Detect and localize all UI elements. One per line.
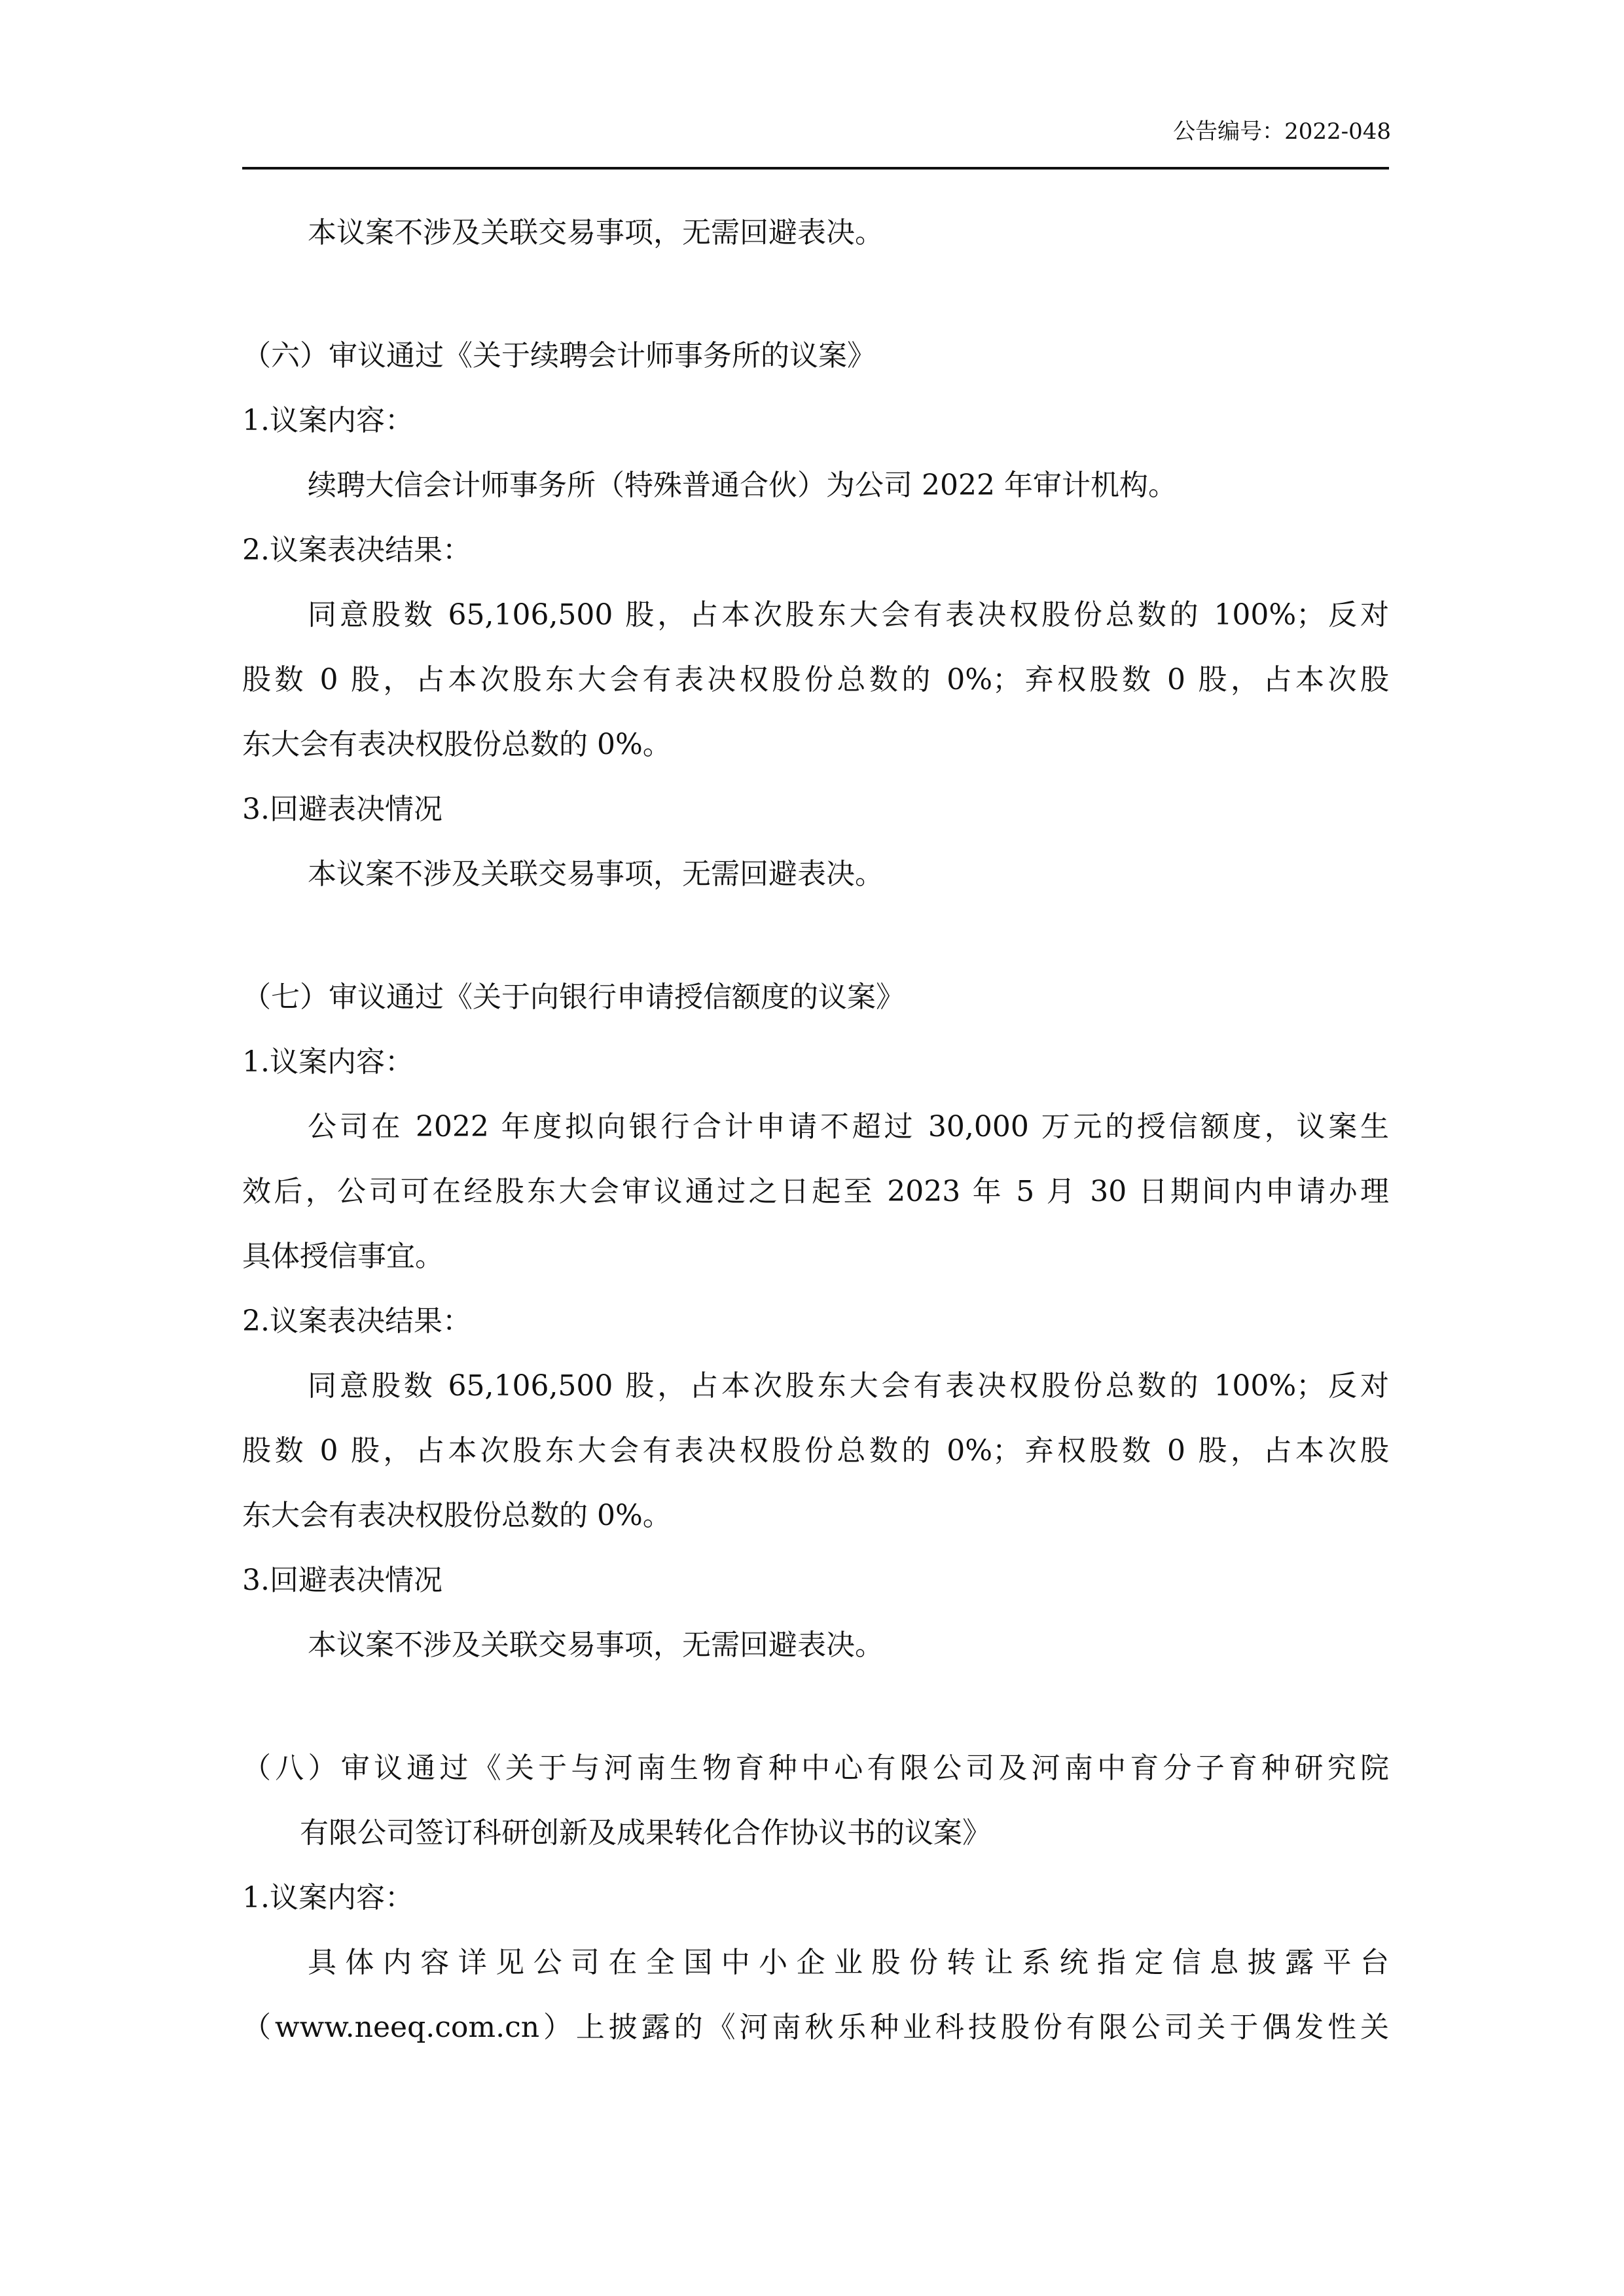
section8-content-label: 1.议案内容： (242, 1881, 414, 1914)
section6-avoid-text: 本议案不涉及关联交易事项，无需回避表决。 (308, 857, 884, 891)
section6-vote-line-1: 同意股数 65,106,500 股，占本次股东大会有表决权股份总数的 100%；反对 (308, 598, 1389, 632)
section8-title-line-1: （八）审议通过《关于与河南生物育种中心有限公司及河南中育分子育种研究院 (242, 1751, 1389, 1785)
section7-title: （七）审议通过《关于向银行申请授信额度的议案》 (242, 980, 905, 1014)
section7-vote-line-3: 东大会有表决权股份总数的 0%。 (242, 1499, 672, 1532)
section6-vote-line-3: 东大会有表决权股份总数的 0%。 (242, 728, 672, 761)
section5-avoidance-text: 本议案不涉及关联交易事项，无需回避表决。 (308, 216, 884, 249)
header-divider (242, 167, 1389, 170)
section8-title-line-2: 有限公司签订科研创新及成果转化合作协议书的议案》 (300, 1816, 991, 1850)
section6-title: （六）审议通过《关于续聘会计师事务所的议案》 (242, 339, 876, 372)
section6-vote-line-2: 股数 0 股，占本次股东大会有表决权股份总数的 0%；弃权股数 0 股，占本次股 (242, 663, 1389, 696)
section6-content-label: 1.议案内容： (242, 404, 414, 437)
section8-content-line-1: 具体内容详见公司在全国中小企业股份转让系统指定信息披露平台 (308, 1946, 1389, 1979)
section7-vote-line-1: 同意股数 65,106,500 股，占本次股东大会有表决权股份总数的 100%；反对 (308, 1369, 1389, 1403)
header-notice-number: 公告编号：2022-048 (1173, 118, 1391, 145)
section6-vote-label: 2.议案表决结果： (242, 533, 471, 567)
section8-content-line-2: （www.neeq.com.cn）上披露的《河南秋乐种业科技股份有限公司关于偶发性关 (242, 2011, 1389, 2044)
section7-avoid-label: 3.回避表决情况 (242, 1564, 442, 1597)
section7-avoid-text: 本议案不涉及关联交易事项，无需回避表决。 (308, 1628, 884, 1662)
section7-vote-line-2: 股数 0 股，占本次股东大会有表决权股份总数的 0%；弃权股数 0 股，占本次股 (242, 1434, 1389, 1467)
section7-content-line-3: 具体授信事宜。 (242, 1240, 444, 1273)
section7-vote-label: 2.议案表决结果： (242, 1304, 471, 1338)
section7-content-line-2: 效后，公司可在经股东大会审议通过之日起至 2023 年 5 月 30 日期间内申请办理 (242, 1175, 1389, 1208)
section7-content-label: 1.议案内容： (242, 1045, 414, 1079)
section6-content-text: 续聘大信会计师事务所（特殊普通合伙）为公司 2022 年审计机构。 (308, 469, 1177, 502)
section6-avoid-label: 3.回避表决情况 (242, 793, 442, 826)
section7-content-line-1: 公司在 2022 年度拟向银行合计申请不超过 30,000 万元的授信额度，议案生 (308, 1110, 1389, 1143)
